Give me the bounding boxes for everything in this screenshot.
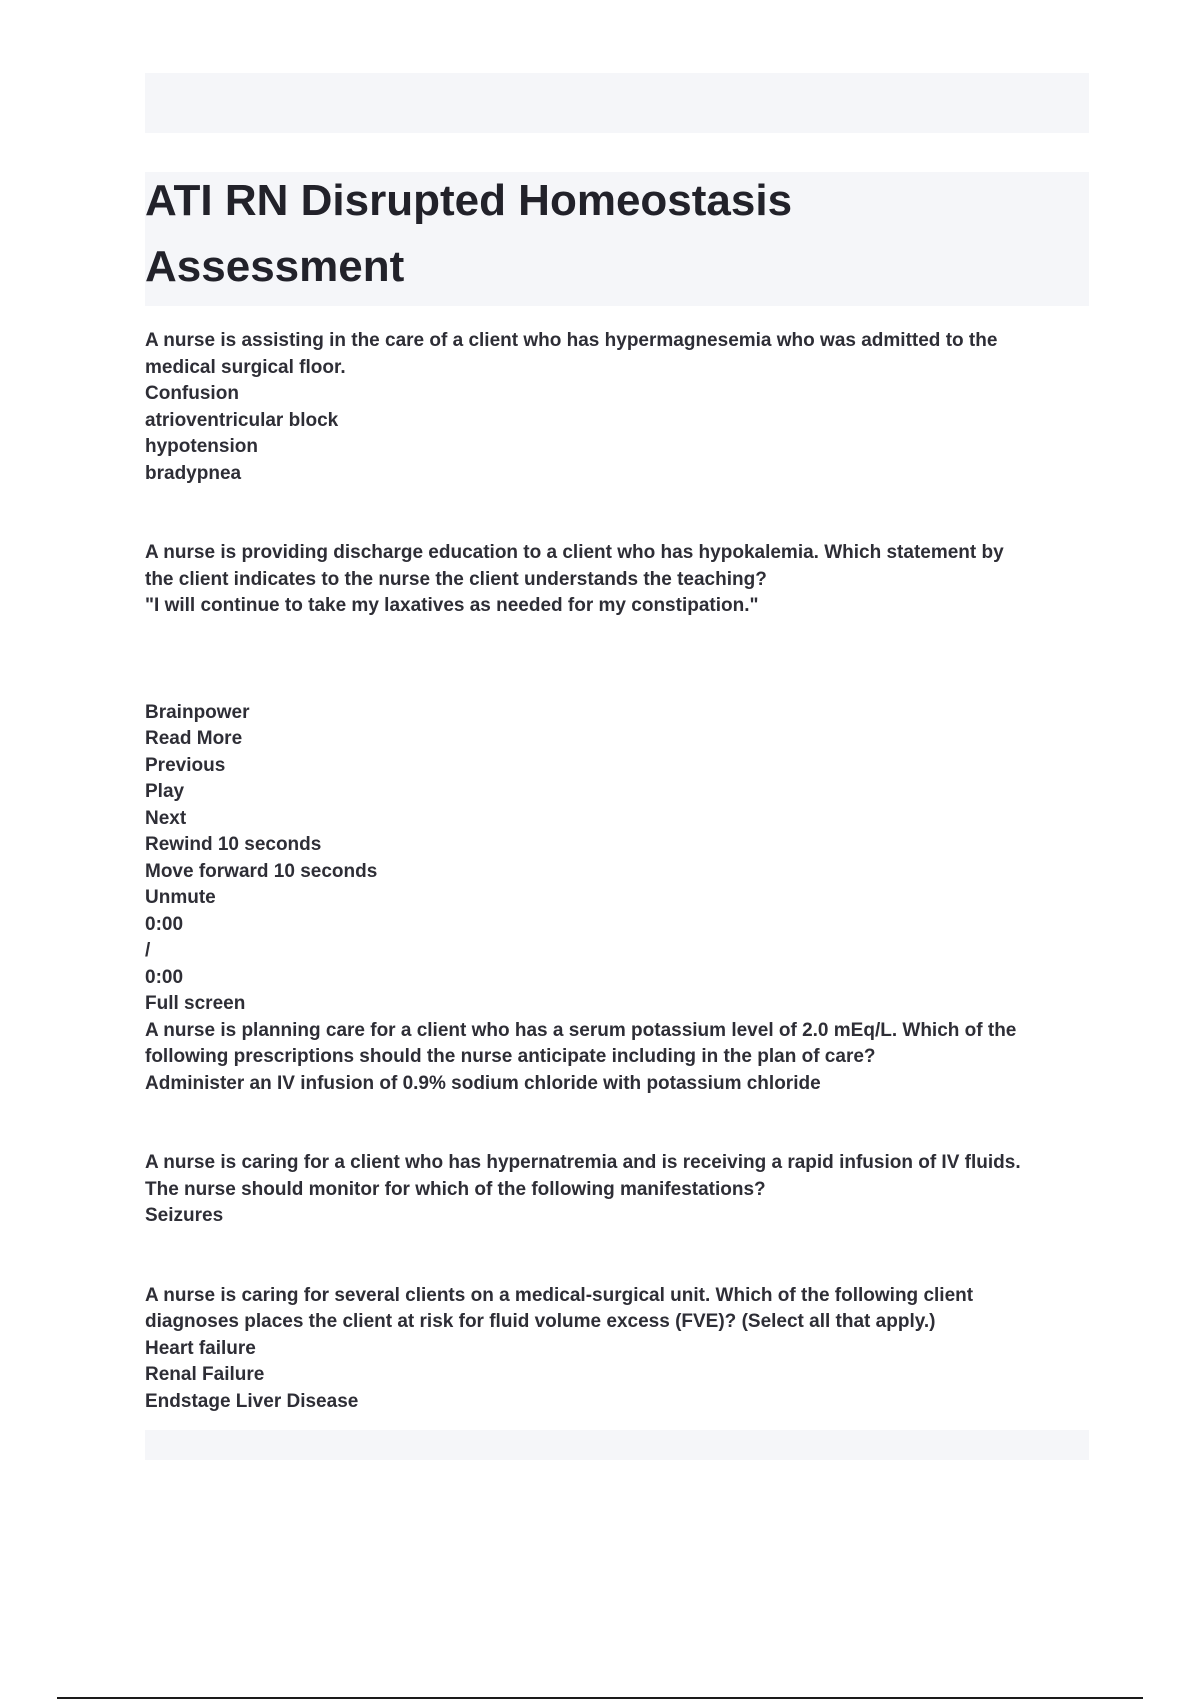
header-placeholder-band bbox=[145, 73, 1089, 133]
play-button[interactable]: Play bbox=[145, 781, 185, 802]
answer-text: Heart failure bbox=[145, 1337, 256, 1359]
answer-text: hypotension bbox=[145, 436, 258, 457]
question-block bbox=[145, 540, 1095, 620]
question-text: following prescriptions should the nurse anticipate including in the plan of care? bbox=[145, 1046, 876, 1067]
question-block bbox=[145, 1150, 1095, 1230]
answer-text: bradypnea bbox=[145, 462, 242, 484]
footer-placeholder-band bbox=[145, 1430, 1089, 1460]
unmute-button[interactable]: Unmute bbox=[145, 887, 216, 908]
previous-button[interactable]: Previous bbox=[145, 754, 226, 776]
rewind-10-button[interactable]: Rewind 10 seconds bbox=[145, 834, 322, 855]
brainpower-label: Brainpower bbox=[145, 701, 250, 723]
question-text: A nurse is providing discharge education to a client who has hypokalemia. Which statement by bbox=[145, 542, 1004, 563]
answer-text: atrioventricular block bbox=[145, 409, 339, 431]
answer-text: Endstage Liver Disease bbox=[145, 1390, 359, 1412]
read-more-link[interactable]: Read More bbox=[145, 728, 243, 749]
duration-time: 0:00 bbox=[145, 966, 184, 988]
spacer bbox=[145, 1230, 1095, 1283]
footer-divider bbox=[57, 1697, 1143, 1699]
answer-text: Confusion bbox=[145, 383, 239, 404]
spacer bbox=[145, 1097, 1095, 1150]
answer-text: "I will continue to take my laxatives as needed for my constipation." bbox=[145, 595, 759, 616]
question-text: A nurse is planning care for a client who has a serum potassium level of 2.0 mEq/L. Which of the bbox=[145, 1019, 1017, 1041]
forward-10-button[interactable]: Move forward 10 seconds bbox=[145, 860, 378, 882]
question-block bbox=[145, 1018, 1095, 1098]
page-title-line-2: Assessment bbox=[145, 242, 405, 291]
answer-text: Renal Failure bbox=[145, 1364, 265, 1385]
question-text: diagnoses places the client at risk for fluid volume excess (FVE)? (Select all that apply.) bbox=[145, 1311, 936, 1332]
question-block bbox=[145, 1283, 1095, 1416]
question-text: The nurse should monitor for which of the following manifestations? bbox=[145, 1178, 766, 1200]
answer-text: Administer an IV infusion of 0.9% sodium chloride with potassium chloride bbox=[145, 1072, 821, 1094]
full-screen-button[interactable]: Full screen bbox=[145, 993, 246, 1014]
media-player-controls bbox=[145, 700, 1095, 1018]
page-title bbox=[145, 168, 1045, 300]
question-text: the client indicates to the nurse the client understands the teaching? bbox=[145, 568, 767, 590]
question-text: A nurse is caring for a client who has hypernatremia and is receiving a rapid infusion of IV fluids. bbox=[145, 1152, 1021, 1173]
time-separator: / bbox=[145, 940, 151, 961]
answer-text: Seizures bbox=[145, 1205, 224, 1226]
next-button[interactable]: Next bbox=[145, 807, 187, 829]
question-block bbox=[145, 328, 1095, 487]
page-title-line-1: ATI RN Disrupted Homeostasis bbox=[145, 176, 793, 225]
spacer bbox=[145, 487, 1095, 540]
question-text: A nurse is caring for several clients on a medical-surgical unit. Which of the following client bbox=[145, 1284, 974, 1306]
current-time: 0:00 bbox=[145, 913, 184, 935]
question-text: medical surgical floor. bbox=[145, 356, 346, 378]
question-text: A nurse is assisting in the care of a client who has hypermagnesemia who was admitted to the bbox=[145, 330, 998, 351]
spacer bbox=[145, 620, 1095, 700]
document-content bbox=[145, 328, 1095, 1415]
